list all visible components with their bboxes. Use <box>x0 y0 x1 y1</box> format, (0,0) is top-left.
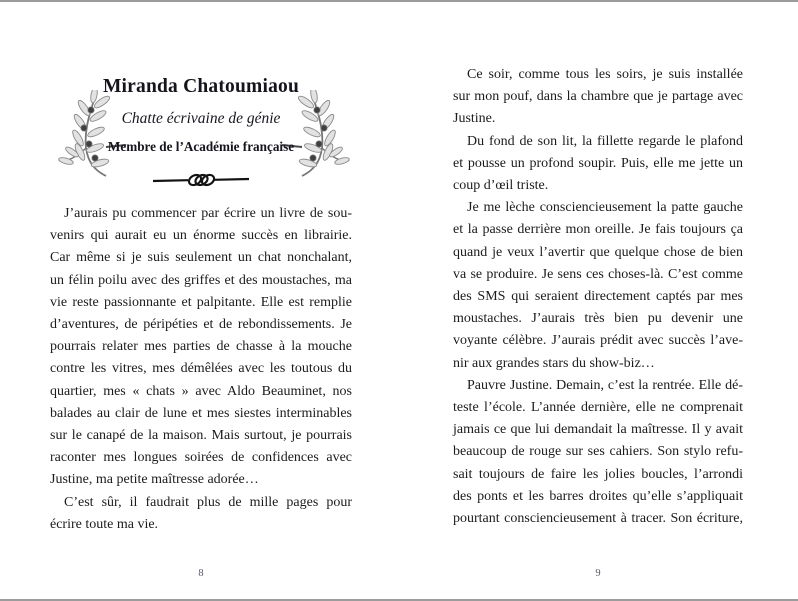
text-line: Du fond de son lit, la fillette regarde le plafond <box>467 133 743 149</box>
top-border-rule <box>0 0 798 2</box>
page-number-left: 8 <box>198 568 204 579</box>
text-line: va se produire. Je sens ces choses-là. C’est comme <box>453 266 743 282</box>
text-line: coup d’œil triste. <box>453 178 549 194</box>
text-line: quand je veux l’avertir que quelque chose de bien <box>453 244 743 260</box>
text-line: nir aux grandes stars du show-biz… <box>453 355 655 371</box>
text-line: vie reste passionnante et palpitante. Elle est remplie <box>50 294 352 310</box>
paragraph <box>453 131 743 198</box>
author-membership: Membre de l’Académie française <box>107 139 295 154</box>
paragraph <box>50 203 352 492</box>
text-line: raconter mes longues soirées de confidences avec <box>50 450 352 466</box>
text-line: C’est sûr, il faudrait plus de mille pages pour <box>64 494 352 510</box>
paragraph <box>50 492 352 536</box>
text-line: Je me lèche consciencieusement la patte gauche <box>467 200 743 216</box>
text-line: sur mon pouf, dans la chambre que je partage avec <box>453 89 743 105</box>
text-line: pourrais relater mes parties de chasse à la mouche <box>50 339 352 355</box>
olive-branch-icon <box>282 90 368 180</box>
text-line: beaucoup de rouge sur ses cahiers. Son stylo refu- <box>453 444 743 460</box>
text-line: écrire toute ma vie. <box>50 516 159 532</box>
olive-branch-icon <box>40 90 126 180</box>
text-line: un félin poilu avec des griffes et des moustaches, ma <box>50 272 352 288</box>
text-line: contre les vitres, mes démêlées avec les toutous du <box>50 361 352 377</box>
paragraph <box>453 64 743 131</box>
page-number-right: 9 <box>595 568 601 579</box>
text-line: quartier, mes « chats » avec Aldo Beauminet, nos <box>50 383 352 399</box>
right-page-text-column <box>453 64 743 530</box>
text-line: des ponts et les barres droites qu’elle s’appliquait <box>453 488 743 504</box>
paragraph <box>453 375 743 530</box>
text-line: venirs qui aurait eu un énorme succès en librairie. <box>50 228 352 244</box>
text-line: des SMS qui seraient directement captés par mes <box>453 289 743 305</box>
coil-divider-icon <box>50 170 352 190</box>
text-line: Pauvre Justine. Demain, c’est la rentrée. Elle dé- <box>467 377 743 393</box>
text-line: teste l’école. L’année dernière, elle ne comprenait <box>453 400 743 416</box>
text-line: et la passe derrière mon oreille. Je fais toujours ça <box>453 222 743 238</box>
text-line: pourtant consciencieusement à tracer. Son écriture, <box>453 511 743 527</box>
author-name: Miranda Chatoumiaou <box>102 76 300 97</box>
author-role-subtitle: Chatte écrivaine de génie <box>121 110 281 127</box>
text-line: moustaches. J’aurais très bien pu devenir une <box>453 311 743 327</box>
text-line: d’aventures, de péripéties et de rebondissements. Je <box>50 317 352 333</box>
text-line: Ce soir, comme tous les soirs, je suis installée <box>467 67 743 82</box>
text-line: voyante célèbre. J’aurais prédit avec succès l’ave- <box>453 333 743 349</box>
left-page-text-column <box>50 203 352 536</box>
paragraph <box>453 197 743 375</box>
text-line: Car même si je suis seulement un chat nonchalant, <box>50 250 352 266</box>
text-line: sait toujours de faire les jolies boucles, l’arrondi <box>453 466 743 482</box>
text-line: Justine. <box>453 111 496 127</box>
text-line: et pousse un profond soupir. Puis, elle me jette un <box>453 155 743 171</box>
text-line: balades au clair de lune et mes siestes interminables <box>50 405 352 421</box>
text-line: Justine, ma petite maîtresse adorée… <box>50 472 259 488</box>
text-line: jamais ce que lui demandait la maîtresse. Il y avait <box>453 422 743 438</box>
text-line: J’aurais pu commencer par écrire un livre de sou- <box>64 206 352 221</box>
text-line: sur le canapé de la maison. Mais surtout, je pourrais <box>50 428 352 444</box>
